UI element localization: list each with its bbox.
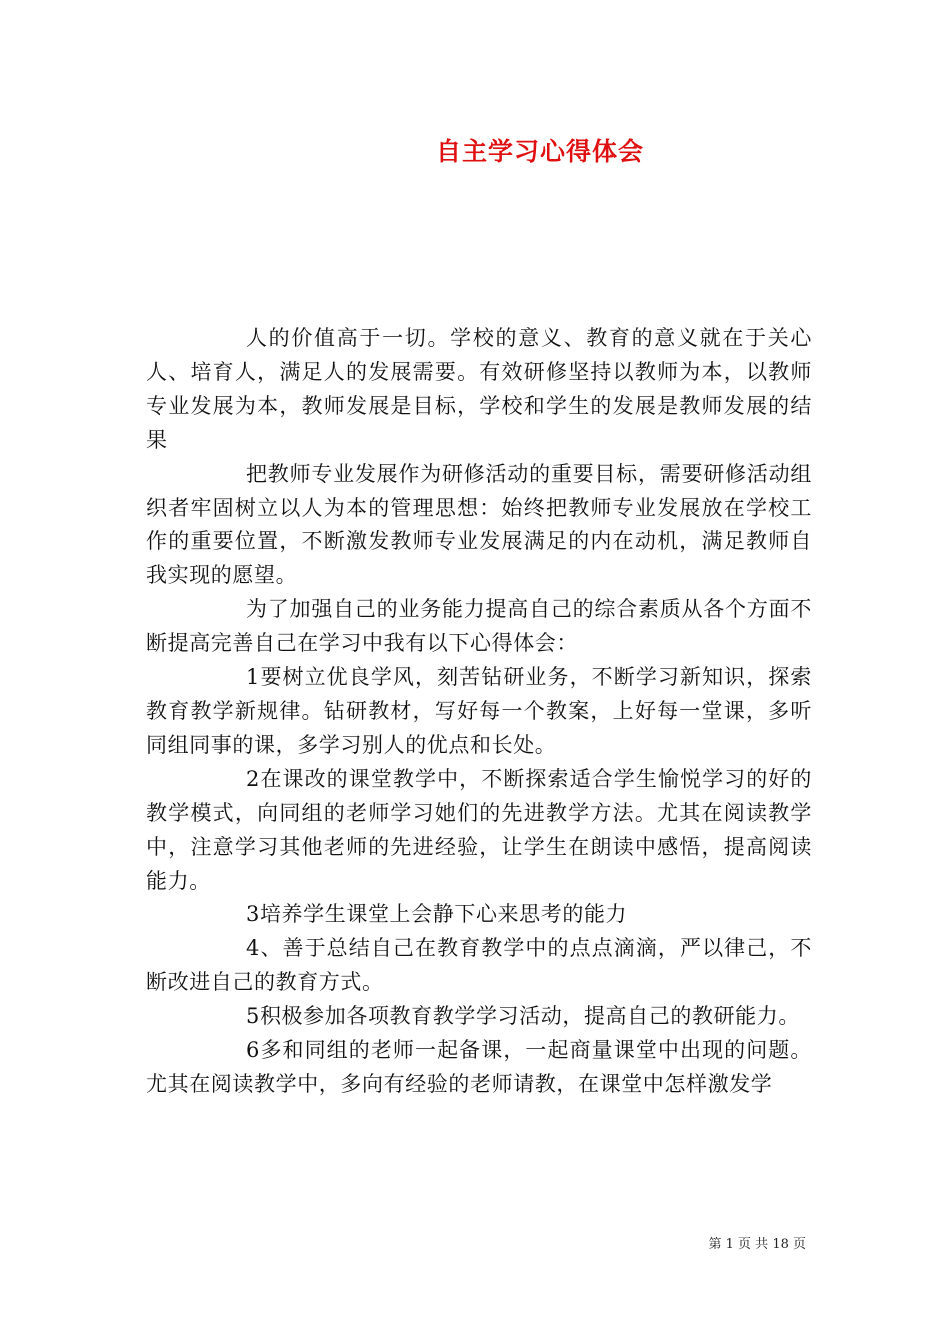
paragraph: 1要树立优良学风，刻苦钻研业务，不断学习新知识，探索教育教学新规律。钻研教材，写好每一个教案，上好每一堂课，多听同组同事的课，多学习别人的优点和长处。 <box>146 665 812 757</box>
document-title: 自主学习心得体会 <box>435 137 644 166</box>
paragraph: 把教师专业发展作为研修活动的重要目标，需要研修活动组织者牢固树立以人为本的管理思想：始终把教师专业发展放在学校工作的重要位置，不断激发教师专业发展满足的内在动机，满足教师自我实现的愿望。 <box>146 461 812 588</box>
paragraph: 5积极参加各项教育教学学习活动，提高自己的教研能力。 <box>246 1004 800 1029</box>
paragraph: 为了加强自己的业务能力提高自己的综合素质从各个方面不断提高完善自己在学习中我有以下心得体会： <box>146 597 812 656</box>
paragraph: 人的价值高于一切。学校的意义、教育的意义就在于关心人、培育人，满足人的发展需要。有效研修坚持以教师为本，以教师专业发展为本，教师发展是目标，学校和学生的发展是教师发展的结果 <box>146 326 812 452</box>
page-number-footer: 第 1 页 共 18 页 <box>708 1237 806 1252</box>
paragraph: 4、善于总结自己在教育教学中的点点滴滴，严以律己，不断改进自己的教育方式。 <box>146 936 812 995</box>
paragraph: 2在课改的课堂教学中，不断探索适合学生愉悦学习的好的教学模式，向同组的老师学习她们的先进教学方法。尤其在阅读教学中，注意学习其他老师的先进经验，让学生在朗读中感悟，提高阅读能力。 <box>146 766 812 893</box>
document-body <box>146 322 812 1102</box>
paragraph: 6多和同组的老师一起备课，一起商量课堂中出现的问题。尤其在阅读教学中，多向有经验的老师请教，在课堂中怎样激发学 <box>146 1038 812 1096</box>
paragraph: 3培养学生课堂上会静下心来思考的能力 <box>246 902 628 927</box>
